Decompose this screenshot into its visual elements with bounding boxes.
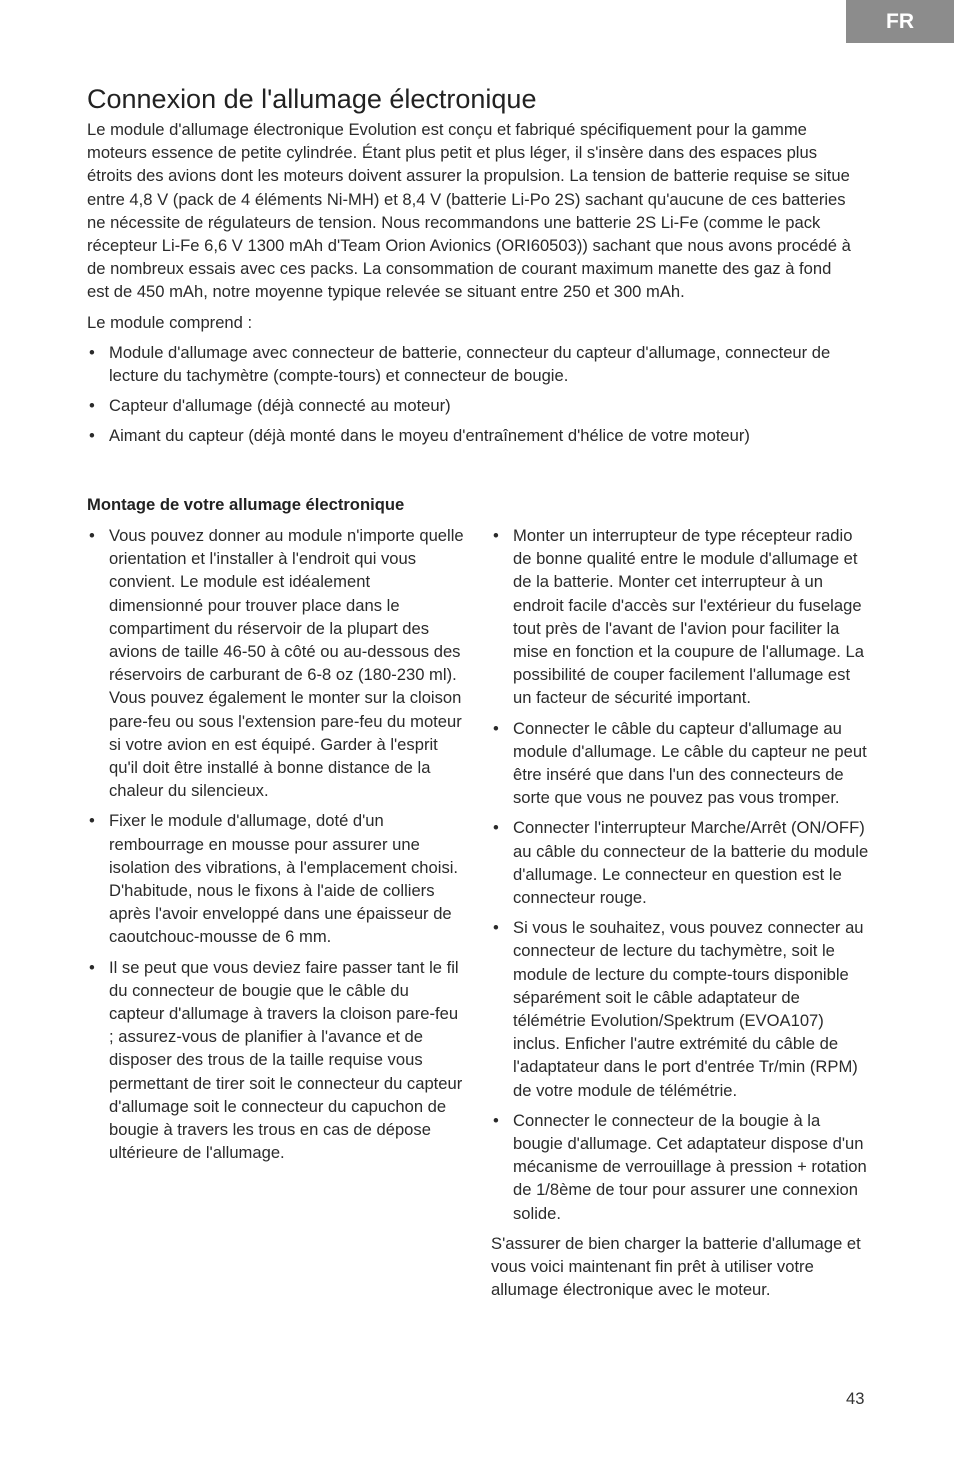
list-item: • Vous pouvez donner au module n'importe quelle orientation et l'installer à l'endroit qui vous convient. Le module est idéalement dimensionné pour trouver place dans le compartiment du réservoir de la plupart des avions de taille 46-50 à côté ou au-dessous des réservoirs de carburant de 6-8 oz (180-230 ml). Vous pouvez également le monter sur la cloison pare-feu ou sous l'extension pare-feu du moteur si votre avion en est équipé. Garder à l'esprit qu'il doit être installé à bonne distance de la chaleur du silencieux. [87,524,465,802]
list-item: • Fixer le module d'allumage, doté d'un rembourrage en mousse pour assurer une isolation des vibrations, à l'emplacement choisi. D'habitude, nous le fixons à l'aide de colliers après l'avoir enveloppé dans une épaisseur de caoutchouc-mousse de 6 mm. [87,809,465,948]
left-column [87,524,465,1171]
module-items-list [87,341,857,448]
right-column [491,524,871,1302]
page-title: Connexion de l'allumage électronique [87,84,537,114]
right-instructions-list [491,524,871,1225]
left-instructions-list [87,524,465,1164]
list-item: • Connecter le connecteur de la bougie à la bougie d'allumage. Cet adaptateur dispose d'un mécanisme de verrouillage à pression + rotation de 1/8ème de tour pour assurer une connexion solide. [491,1109,871,1225]
intro-paragraph: Le module d'allumage électronique Evolution est conçu et fabriqué spécifiquement pour la gamme moteurs essence de petite cylindrée. Étant plus petit et plus léger, il s'insère dans des espaces plus étroits des avions dont les moteurs doivent assurer la propulsion. La tension de batterie requise se situe entre 4,8 V (pack de 4 éléments Ni-MH) et 8,4 V (batterie Li-Po 2S) sachant qu'aucune de ces batteries ne nécessite de régulateurs de tension. Nous recommandons une batterie 2S Li-Fe (comme le pack récepteur Li-Fe 6,6 V 1300 mAh d'Team Orion Avionics (ORI60503)) sachant que nous avons procédé à de nombreux essais avec ces packs. La consommation de courant maximum manette des gaz à fond est de 450 mAh, notre moyenne typique relevée se situant entre 250 et 300 mAh. [87,120,851,302]
list-item: • Connecter le câble du capteur d'allumage au module d'allumage. Le câble du capteur ne peut être inséré que dans l'un des connecteurs de sorte que vous ne pouvez pas vous tromper. [491,717,871,810]
page-number: 43 [846,1389,865,1408]
list-item: • Aimant du capteur (déjà monté dans le moyeu d'entraînement d'hélice de votre moteur) [87,424,857,447]
intro-section [87,118,857,455]
list-item: • Connecter l'interrupteur Marche/Arrêt (ON/OFF) au câble du connecteur de la batterie du module d'allumage. Le connecteur en question est le connecteur rouge. [491,816,871,909]
module-intro: Le module comprend : [87,312,253,332]
list-item: • Il se peut que vous deviez faire passer tant le fil du connecteur de bougie que le câble du capteur d'allumage à travers la cloison pare-feu ; assurez-vous de planifier à l'avance et de disposer des trous de la taille requise vous permettant de tirer soit le connecteur du capteur d'allumage soit le connecteur du capuchon de bougie à travers les trous en cas de dépose ultérieure de l'allumage. [87,956,465,1165]
list-item: • Capteur d'allumage (déjà connecté au moteur) [87,394,857,417]
closing-paragraph: S'assurer de bien charger la batterie d'allumage et vous voici maintenant fin prêt à utiliser votre allumage électronique avec le moteur. [491,1233,861,1300]
language-tab: FR [846,0,954,43]
list-item: • Monter un interrupteur de type récepteur radio de bonne qualité entre le module d'allumage et de la batterie. Monter cet interrupteur à un endroit facile d'accès sur l'extérieur du fuselage tout près de l'avant de l'avion pour faciliter la mise en fonction et la coupure de l'allumage. La possibilité de couper facilement l'allumage est un facteur de sécurité important. [491,524,871,710]
list-item: • Module d'allumage avec connecteur de batterie, connecteur du capteur d'allumage, connecteur de lecture du tachymètre (compte-tours) et connecteur de bougie. [87,341,857,387]
list-item: • Si vous le souhaitez, vous pouvez connecter au connecteur de lecture du tachymètre, soit le module de lecture du compte-tours disponible séparément soit le câble adaptateur de télémétrie Evolution/Spektrum (EVOA107) inclus. Enficher l'autre extrémité du câble de l'adaptateur dans le port d'entrée Tr/min (RPM) de votre module de télémétrie. [491,916,871,1102]
section-heading: Montage de votre allumage électronique [87,495,405,514]
